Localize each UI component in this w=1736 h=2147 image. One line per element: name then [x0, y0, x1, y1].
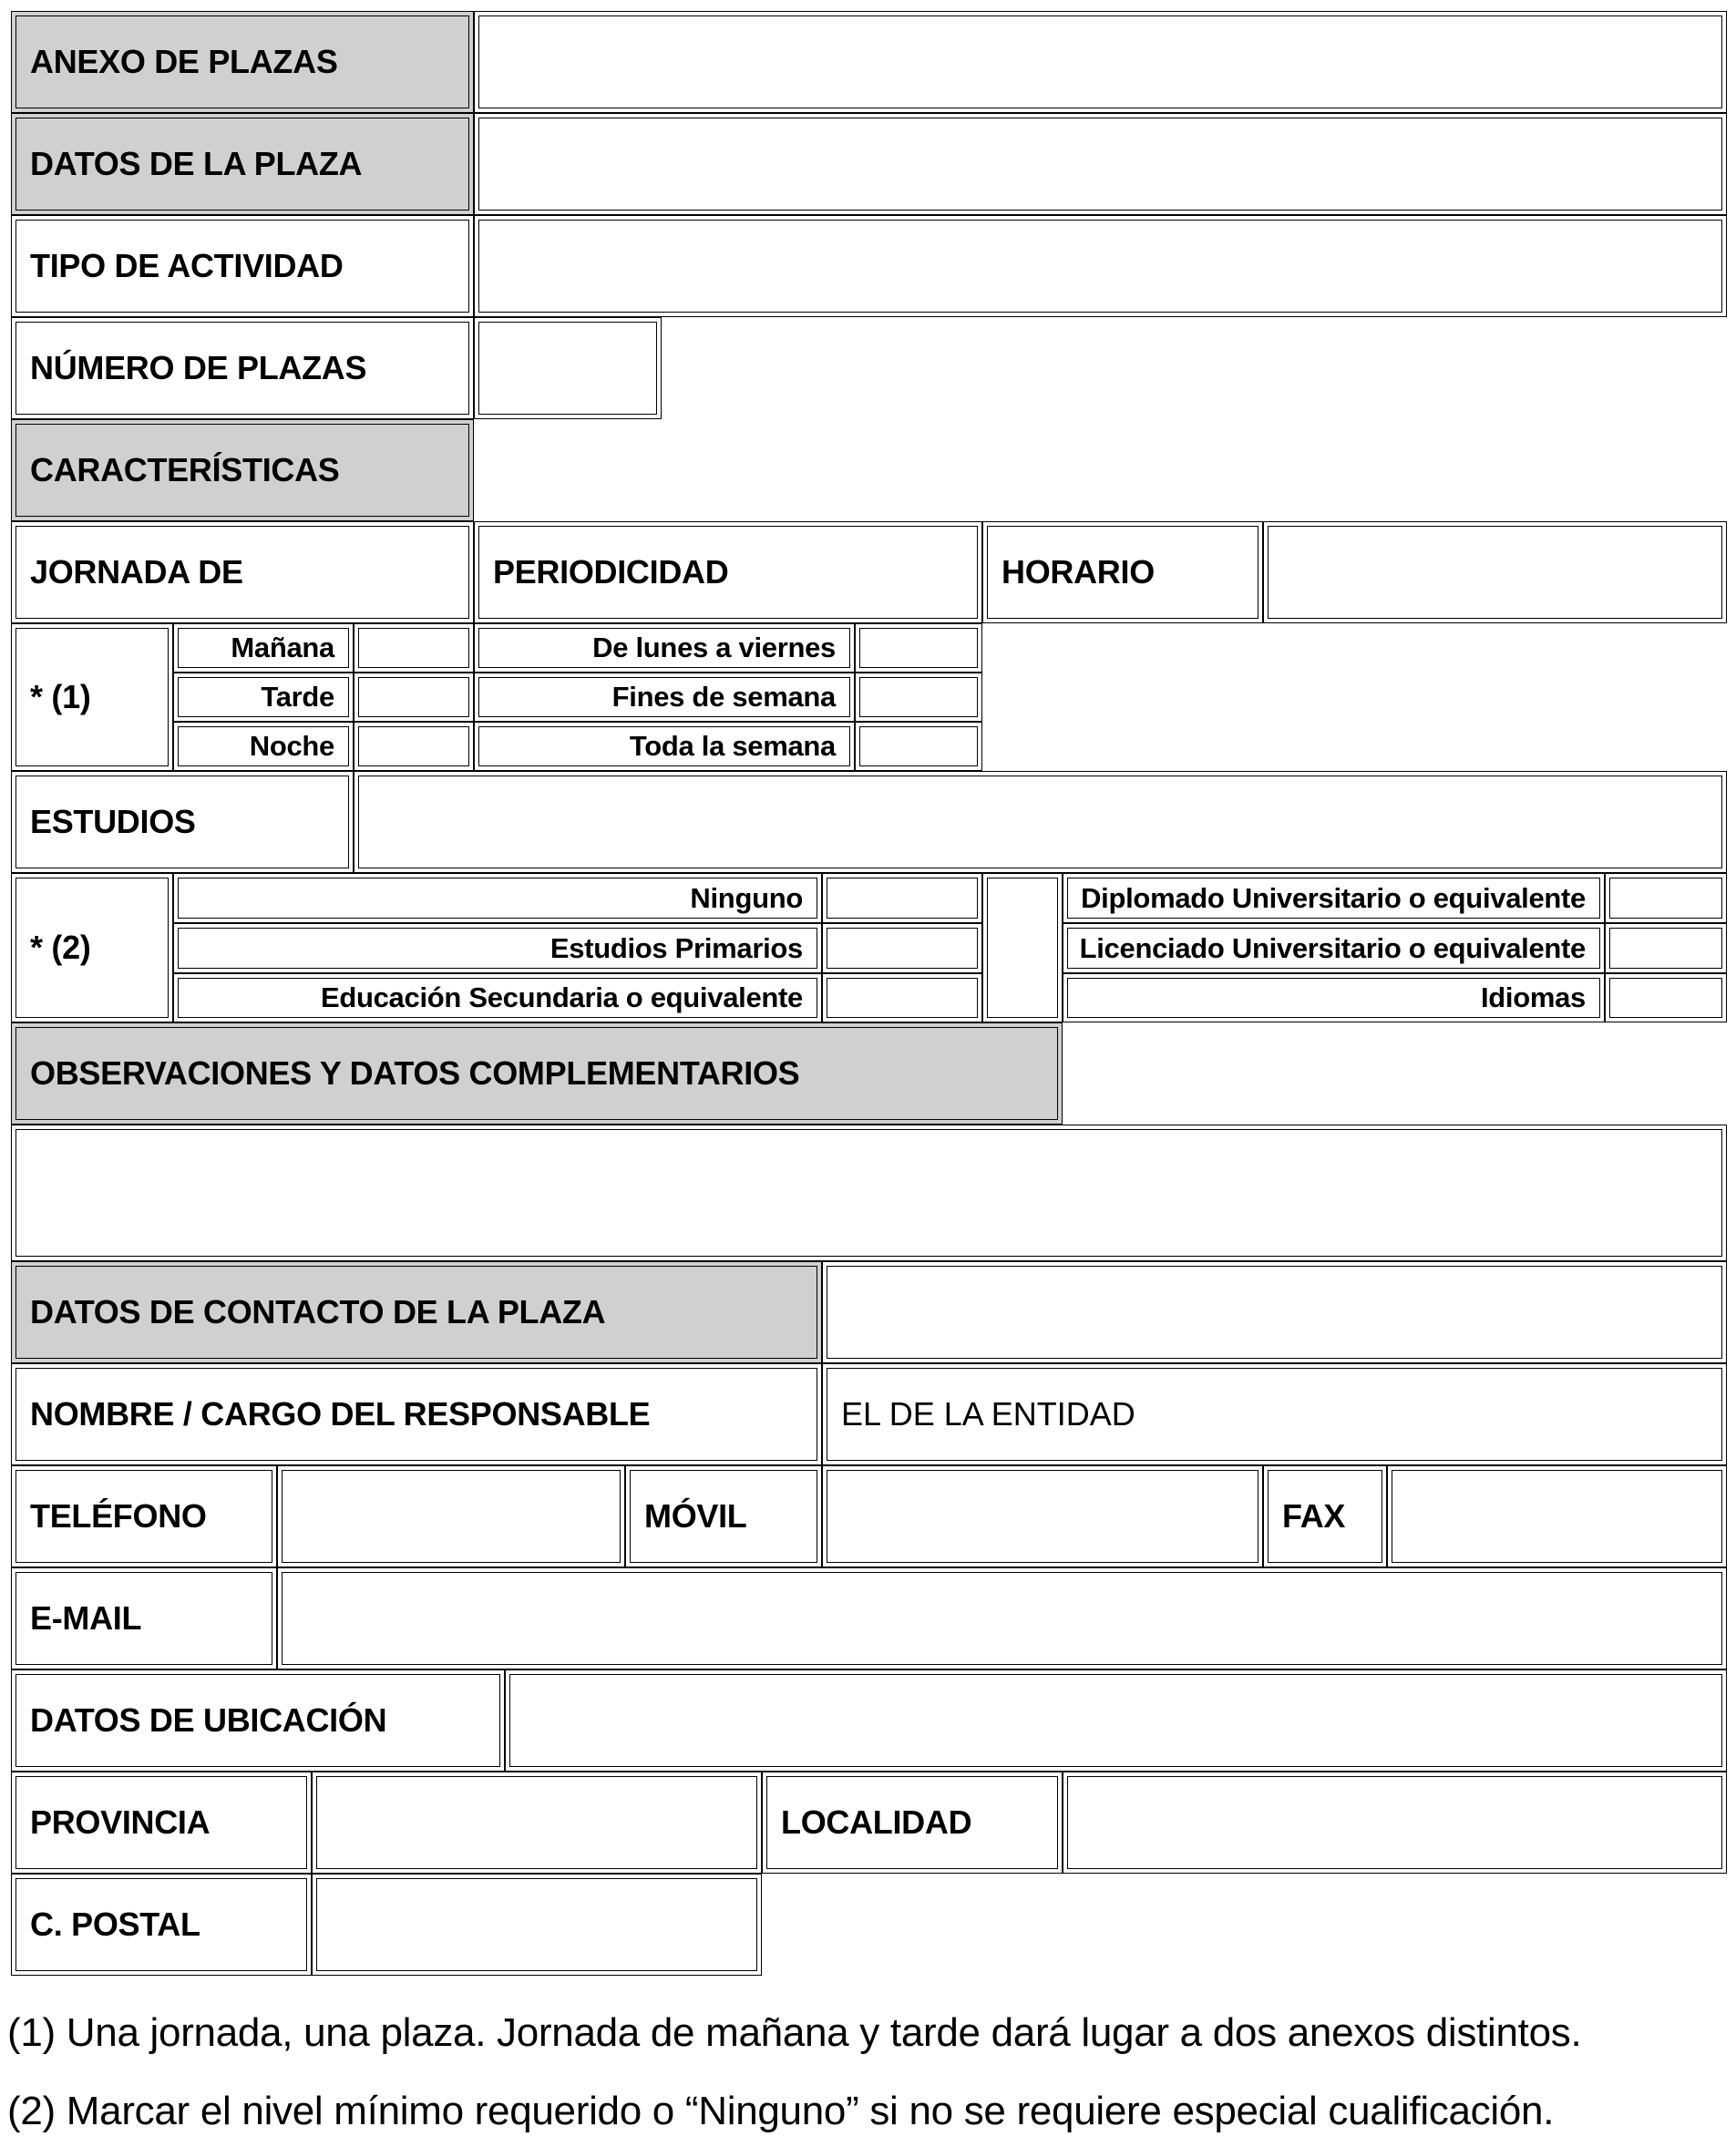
estudios-spacer — [982, 873, 1063, 1022]
periodicidad-toda-semana-label: Toda la semana — [474, 722, 855, 771]
periodicidad-toda-semana-checkbox[interactable] — [855, 722, 982, 771]
localidad-label: LOCALIDAD — [762, 1772, 1063, 1874]
datos-plaza-title: DATOS DE LA PLAZA — [11, 113, 474, 215]
periodicidad-lunes-viernes-checkbox[interactable] — [855, 623, 982, 673]
estudios-primarios-label: Estudios Primarios — [173, 923, 822, 973]
periodicidad-lunes-viernes-label: De lunes a viernes — [474, 623, 855, 673]
periodicidad-fines-semana-label: Fines de semana — [474, 673, 855, 722]
movil-label: MÓVIL — [625, 1465, 822, 1567]
cpostal-input[interactable] — [312, 1874, 762, 1976]
turno-tarde-label: Tarde — [173, 673, 354, 722]
estudios-licenciado-label: Licenciado Universitario o equivalente — [1063, 923, 1605, 973]
footnote-1: (1) Una jornada, una plaza. Jornada de mañana y tarde dará lugar a dos anexos distintos. — [7, 2010, 1582, 2055]
localidad-input[interactable] — [1063, 1772, 1727, 1874]
telefono-label: TELÉFONO — [11, 1465, 277, 1567]
caracteristicas-title: CARACTERÍSTICAS — [11, 419, 474, 521]
datos-plaza-field[interactable] — [474, 113, 1727, 215]
responsable-input[interactable]: EL DE LA ENTIDAD — [822, 1363, 1727, 1465]
email-label: E-MAIL — [11, 1567, 277, 1669]
estudios-ninguno-checkbox[interactable] — [822, 873, 982, 923]
jornada-label: JORNADA DE — [11, 521, 474, 623]
estudios-diplomado-checkbox[interactable] — [1605, 873, 1727, 923]
fax-label: FAX — [1263, 1465, 1387, 1567]
observaciones-title: OBSERVACIONES Y DATOS COMPLEMENTARIOS — [11, 1022, 1063, 1125]
estudios-idiomas-label: Idiomas — [1063, 973, 1605, 1022]
horario-label: HORARIO — [982, 521, 1263, 623]
footnote-2: (2) Marcar el nivel mínimo requerido o “Ninguno” si no se requiere especial cualificación. — [7, 2089, 1555, 2133]
estudios-input[interactable] — [354, 771, 1727, 873]
turno-manana-label: Mañana — [173, 623, 354, 673]
responsable-label: NOMBRE / CARGO DEL RESPONSABLE — [11, 1363, 822, 1465]
anexo-title: ANEXO DE PLAZAS — [11, 11, 474, 113]
estudios-secundaria-checkbox[interactable] — [822, 973, 982, 1022]
jornada-marker: * (1) — [11, 623, 173, 771]
estudios-secundaria-label: Educación Secundaria o equivalente — [173, 973, 822, 1022]
ubicacion-field[interactable] — [505, 1669, 1727, 1772]
estudios-licenciado-checkbox[interactable] — [1605, 923, 1727, 973]
periodicidad-fines-semana-checkbox[interactable] — [855, 673, 982, 722]
anexo-field[interactable] — [474, 11, 1727, 113]
numero-plazas-label: NÚMERO DE PLAZAS — [11, 317, 474, 419]
turno-manana-checkbox[interactable] — [354, 623, 474, 673]
provincia-label: PROVINCIA — [11, 1772, 312, 1874]
turno-noche-checkbox[interactable] — [354, 722, 474, 771]
fax-input[interactable] — [1387, 1465, 1727, 1567]
contacto-title: DATOS DE CONTACTO DE LA PLAZA — [11, 1261, 822, 1363]
estudios-diplomado-label: Diplomado Universitario o equivalente — [1063, 873, 1605, 923]
tipo-actividad-input[interactable] — [474, 215, 1727, 317]
email-input[interactable] — [277, 1567, 1727, 1669]
observaciones-textarea[interactable] — [11, 1125, 1727, 1261]
estudios-label: ESTUDIOS — [11, 771, 354, 873]
movil-input[interactable] — [822, 1465, 1263, 1567]
numero-plazas-input[interactable] — [474, 317, 662, 419]
tipo-actividad-label: TIPO DE ACTIVIDAD — [11, 215, 474, 317]
estudios-ninguno-label: Ninguno — [173, 873, 822, 923]
contacto-field[interactable] — [822, 1261, 1727, 1363]
turno-tarde-checkbox[interactable] — [354, 673, 474, 722]
horario-input[interactable] — [1263, 521, 1727, 623]
cpostal-label: C. POSTAL — [11, 1874, 312, 1976]
periodicidad-label: PERIODICIDAD — [474, 521, 982, 623]
estudios-primarios-checkbox[interactable] — [822, 923, 982, 973]
ubicacion-title: DATOS DE UBICACIÓN — [11, 1669, 505, 1772]
estudios-marker: * (2) — [11, 873, 173, 1022]
turno-noche-label: Noche — [173, 722, 354, 771]
telefono-input[interactable] — [277, 1465, 625, 1567]
provincia-input[interactable] — [312, 1772, 762, 1874]
estudios-idiomas-checkbox[interactable] — [1605, 973, 1727, 1022]
